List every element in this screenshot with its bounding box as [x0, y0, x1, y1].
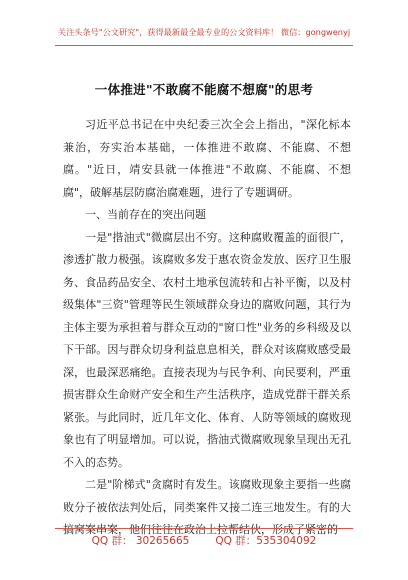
- intro-paragraph: 习近平总书记在中央纪委三次全会上指出，"深化标本兼治，夯实治本基础，一体推进不敢腐、不能腐、不想腐。"近日，靖安县就一体推进"不敢腐、不能腐、不想腐"，破解基层防腐治腐难题，进行了专题调研。: [63, 118, 351, 199]
- body-paragraph: 二是"阶梯式"贪腐时有发生。该腐败现象主要指一些腐败分子被依法判处后，同类案件又接二连三地发生。有的大搞窝案串案，他们往往在政治上拉帮结伙，形成了紧密的: [63, 478, 351, 536]
- header-banner: 关注头条号"公文研究"，获得最新最全最专业的公文资料库！ 微信：gongwenyj: [57, 27, 351, 37]
- document-title: 一体推进"不敢腐不能腐不想腐"的思考: [94, 82, 314, 97]
- footer-divider: [55, 528, 353, 529]
- document-body: [63, 114, 351, 542]
- section-heading: 一、当前存在的突出问题: [85, 208, 206, 221]
- body-paragraph: 一是"揩油式"微腐层出不穷。这种腐败覆盖的面很广，渗透扩散力极强。该腐败多发于惠农资金发放、医疗卫生服务、食品药品安全、农村土地承包流转和占补平衡，以及村级集体"三资"管理等民生领域群众身边的腐败问题，其行为主体主要为承担着与群众互动的"窗口性"业务的乡科级及以下干部。因与群众切身利益息息相关，群众对该腐败感受最深，也最深恶痛绝。直接表现为与民争利、向民要利，严重损害群众生命财产安全和生产生活秩序，造成党群干群关系紧张。与此同时，近几年文化、体育、人防等领域的腐败现象也有了明显增加。可以说，揩油式微腐败现象呈现出无孔不入的态势。: [63, 230, 351, 469]
- footer-qq-group-1: QQ 群： 30265665: [91, 535, 190, 547]
- footer: [0, 533, 408, 548]
- footer-qq-group-2: QQ 群：535304092: [215, 535, 317, 547]
- header-divider: [55, 45, 353, 46]
